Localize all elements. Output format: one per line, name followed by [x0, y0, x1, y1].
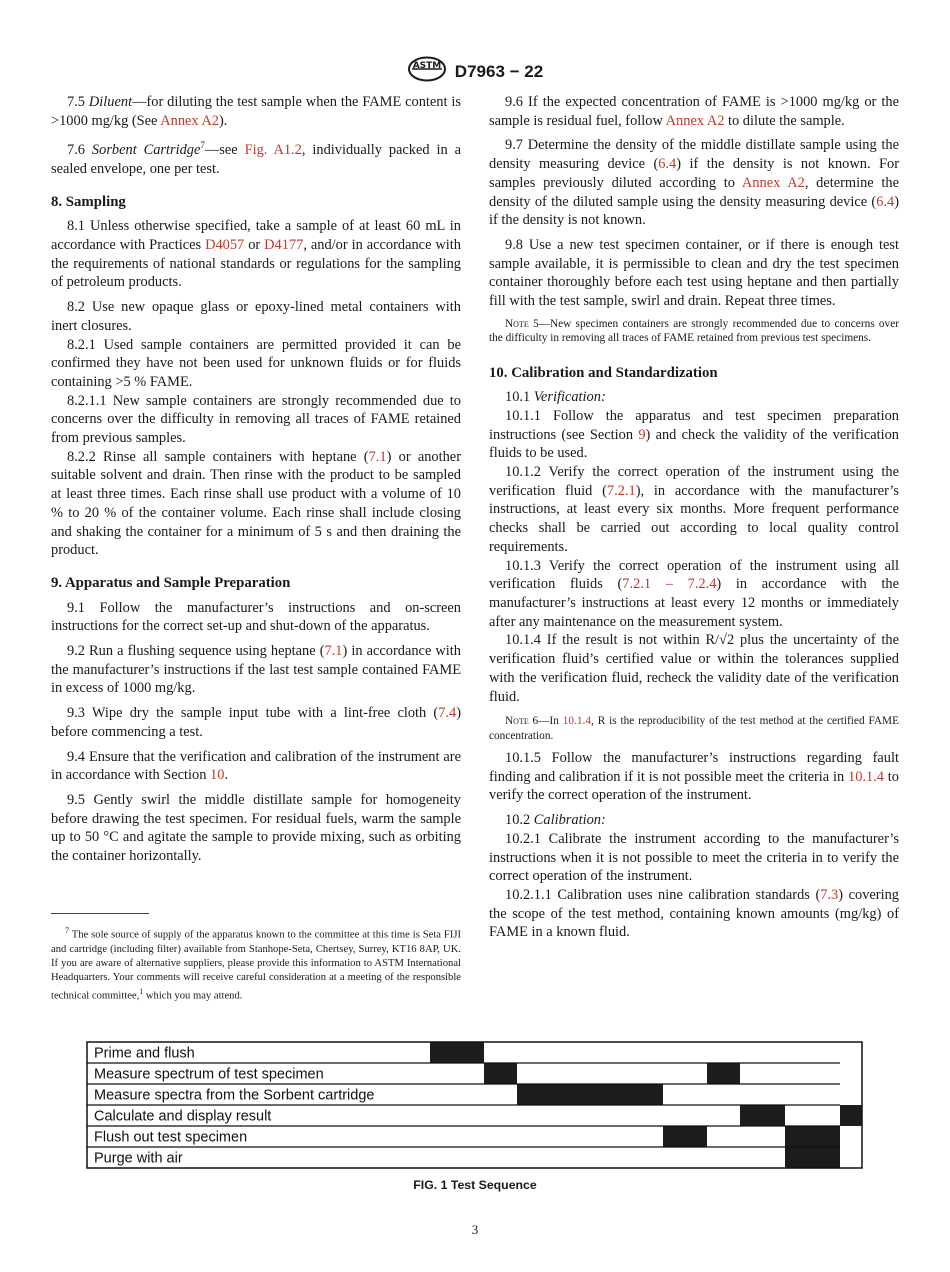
link-annex-a2[interactable]: Annex A2: [160, 112, 220, 129]
timeline-block: [430, 1042, 484, 1063]
paragraph-8-2-1-1: 8.2.1.1 New sample containers are strongly recommended due to concerns over the difficulty in removing all traces of FAME retained from previous samples.: [51, 392, 461, 447]
paragraph-8-1: 8.1 Unless otherwise specified, take a sample of at least 60 mL in accordance with Practices D4057 or D4177, and/or in accordance with the requirements of national standards or regulations for the sampling of petroleum products.: [51, 218, 461, 291]
sequence-step-label: Measure spectrum of test specimen: [94, 1066, 324, 1083]
sequence-step-label: Measure spectra from the Sorbent cartridge: [94, 1087, 375, 1104]
paragraph-10-1: 10.1 Verification:: [505, 389, 606, 406]
paragraph-10-1-5: 10.1.5 Follow the manufacturer’s instructions regarding fault finding and calibration if it is not possible meet the criteria in 10.1.4 to verify the correct operation of the instrument.: [489, 750, 900, 804]
link-6-4[interactable]: 6.4: [658, 156, 677, 173]
test-sequence-diagram: [86, 1041, 864, 1171]
paragraph-9-6: 9.6 If the expected concentration of FAME is >1000 mg/kg or the sample is residual fuel, follow Annex A2 to dilute the sample.: [489, 94, 899, 129]
link-section-10[interactable]: 10: [210, 767, 225, 784]
section-heading-sampling: 8. Sampling: [51, 193, 126, 210]
sequence-step-label: Calculate and display result: [94, 1108, 272, 1125]
link-7-2-1-7-2-4[interactable]: 7.2.1 – 7.2.4: [622, 576, 717, 593]
sequence-step-label: Prime and flush: [94, 1045, 195, 1062]
timeline-block: [785, 1147, 840, 1168]
link-7-4[interactable]: 7.4: [438, 705, 457, 722]
paragraph-9-4: 9.4 Ensure that the verification and calibration of the instrument are in accordance with Section 10.: [51, 748, 461, 784]
paragraph-9-7: 9.7 Determine the density of the middle distillate sample using the density measuring device (6.4) if the density is not known. For samples previously diluted according to Annex A2, determine the density of the diluted sample using the density measuring device (6.4) if the density is not known.: [489, 137, 900, 229]
link-7-1[interactable]: 7.1: [368, 448, 387, 465]
timeline-block: [707, 1063, 740, 1084]
paragraph-8-2-1: 8.2.1 Used sample containers are permitted provided it can be confirmed they have not been used for unknown fluids or for fluids containing >5 % FAME.: [51, 336, 461, 390]
figure-caption: FIG. 1 Test Sequence: [413, 1178, 537, 1192]
footnote-rule: [51, 913, 149, 914]
astm-logo-icon: [407, 56, 447, 87]
paragraph-9-5: 9.5 Gently swirl the middle distillate sample for homogeneity before drawing the test specimen. For residual fuels, warm the sample up to 50 °C and agitate the sample to provide mixing, such as orbiting the container horizontally.: [51, 792, 461, 865]
paragraph-9-2: 9.2 Run a flushing sequence using heptane (7.1) in accordance with the manufacturer’s instructions if the last test sample contained FAME in excess of 1000 mg/kg.: [51, 643, 461, 697]
page-header: [0, 56, 950, 87]
paragraph-8-2: 8.2 Use new opaque glass or epoxy-lined metal containers with inert closures.: [51, 299, 461, 334]
link-annex-a2[interactable]: Annex A2: [741, 174, 805, 191]
paragraph-10-2-1: 10.2.1 Calibrate the instrument according to the manufacturer’s instructions when it is not possible to meet the criteria in to verify the correct operation of the instrument.: [489, 830, 899, 885]
link-d4177[interactable]: D4177: [264, 237, 304, 254]
paragraph-9-3: 9.3 Wipe dry the sample input tube with a lint-free cloth (7.4) before commencing a test.: [51, 705, 461, 740]
right-column: [489, 93, 899, 942]
paragraph-7-5: 7.5 Diluent—for diluting the test sample when the FAME content is >1000 mg/kg (See Annex A2).: [51, 94, 461, 129]
link-annex-a2[interactable]: Annex A2: [665, 112, 725, 129]
left-column: [51, 93, 461, 866]
link-7-1[interactable]: 7.1: [324, 643, 343, 660]
paragraph-9-8: 9.8 Use a new test specimen container, or if there is enough test sample available, it is permissible to clean and dry the test specimen container thoroughly before each test using heptane and then partially fill with the test sample, swirl and drain. Repeat three times.: [489, 236, 899, 310]
svg-text:ASTM: ASTM: [412, 61, 442, 71]
timeline-block: [785, 1126, 840, 1147]
paragraph-10-1-1: 10.1.1 Follow the apparatus and test specimen preparation instructions (see Section 9) and check the validity of the verification fluids to be used.: [489, 407, 899, 462]
section-heading-apparatus: 9. Apparatus and Sample Preparation: [51, 574, 291, 591]
note-6: Note 6—In 10.1.4, R is the reproducibility of the test method at the certified FAME concentration.: [489, 715, 899, 742]
paragraph-8-2-2: 8.2.2 Rinse all sample containers with heptane (7.1) or another suitable solvent and drain. Then rinse with the product to be sampled at least three times. Each rinse shall use product with a volume of 10 % to 20 % of the container volume. Each rinse shall include closing and shaking the container for a minimum of 5 s and then draining the product.: [51, 448, 461, 559]
link-10-1-4[interactable]: 10.1.4: [848, 768, 884, 785]
paragraph-10-1-2: 10.1.2 Verify the correct operation of the instrument using the verification fluid (7.2.1), in accordance with the manufacturer’s instructions, at least every six months. More frequent performance checks shall be carried out according to local quality control requirements.: [489, 464, 899, 555]
standard-designation: D7963 − 22: [454, 61, 544, 81]
timeline-block: [740, 1105, 785, 1126]
timeline-block: [517, 1084, 663, 1105]
section-heading-calibration: 10. Calibration and Standardization: [489, 364, 718, 381]
timeline-block: [663, 1126, 707, 1147]
timeline-block: [484, 1063, 517, 1084]
sequence-step-label: Purge with air: [94, 1150, 183, 1167]
link-7-2-1[interactable]: 7.2.1: [606, 482, 636, 499]
link-fig-a1-2[interactable]: Fig. A1.2: [244, 142, 302, 159]
footnote-7: $^7$ The sole source of supply of the apparatus known to the committee at this time is Seta FIJI and cartridge (including filter) available from Stanhope-Seta, Chertsey, Surrey, KT16 8AP, UK. If you are aware of alternative suppliers, please provide this information to ASTM International Headquarters. Your comments will receive careful consideration at a meeting of the responsible technical committee,$^1$ which you may attend.: [51, 926, 462, 1002]
link-section-9[interactable]: 9: [638, 426, 646, 443]
link-d4057[interactable]: D4057: [205, 237, 245, 254]
paragraph-10-2: 10.2 Calibration:: [505, 812, 606, 829]
paragraph-10-1-4: 10.1.4 If the result is not within R/√2 plus the uncertainty of the verification fluid’s certified value or within the tolerances supplied with the verification fluid, recheck the validity date of the verification fluid.: [489, 632, 899, 705]
paragraph-7-6: 7.6 Sorbent Cartridge$^7$—see Fig. A1.2, individually packed in a sealed envelope, one per test.: [51, 140, 461, 177]
test-sequence-figure: [86, 1041, 864, 1171]
page-number: 3: [471, 1222, 479, 1237]
link-7-3[interactable]: 7.3: [820, 886, 839, 903]
note-5: Note 5—New specimen containers are strongly recommended due to concerns over the difficulty in removing all traces of FAME retained from previous test specimens.: [489, 317, 899, 345]
paragraph-10-1-3: 10.1.3 Verify the correct operation of the instrument using all verification fluids (7.2.1 – 7.2.4) in accordance with the manufacturer’s instructions at least every 12 months or immediately after any maintenance on the measurement system.: [489, 557, 900, 630]
paragraph-9-1: 9.1 Follow the manufacturer’s instructions and on-screen instructions for the correct set-up and shut-down of the apparatus.: [51, 599, 461, 635]
paragraph-10-2-1-1: 10.2.1.1 Calibration uses nine calibration standards (7.3) covering the scope of the test method, containing known amounts (mg/kg) of FAME in a known fluid.: [489, 886, 899, 941]
timeline-block: [840, 1105, 862, 1126]
sequence-step-label: Flush out test specimen: [94, 1129, 248, 1146]
link-10-1-4[interactable]: 10.1.4: [562, 715, 592, 728]
link-6-4[interactable]: 6.4: [876, 193, 895, 210]
